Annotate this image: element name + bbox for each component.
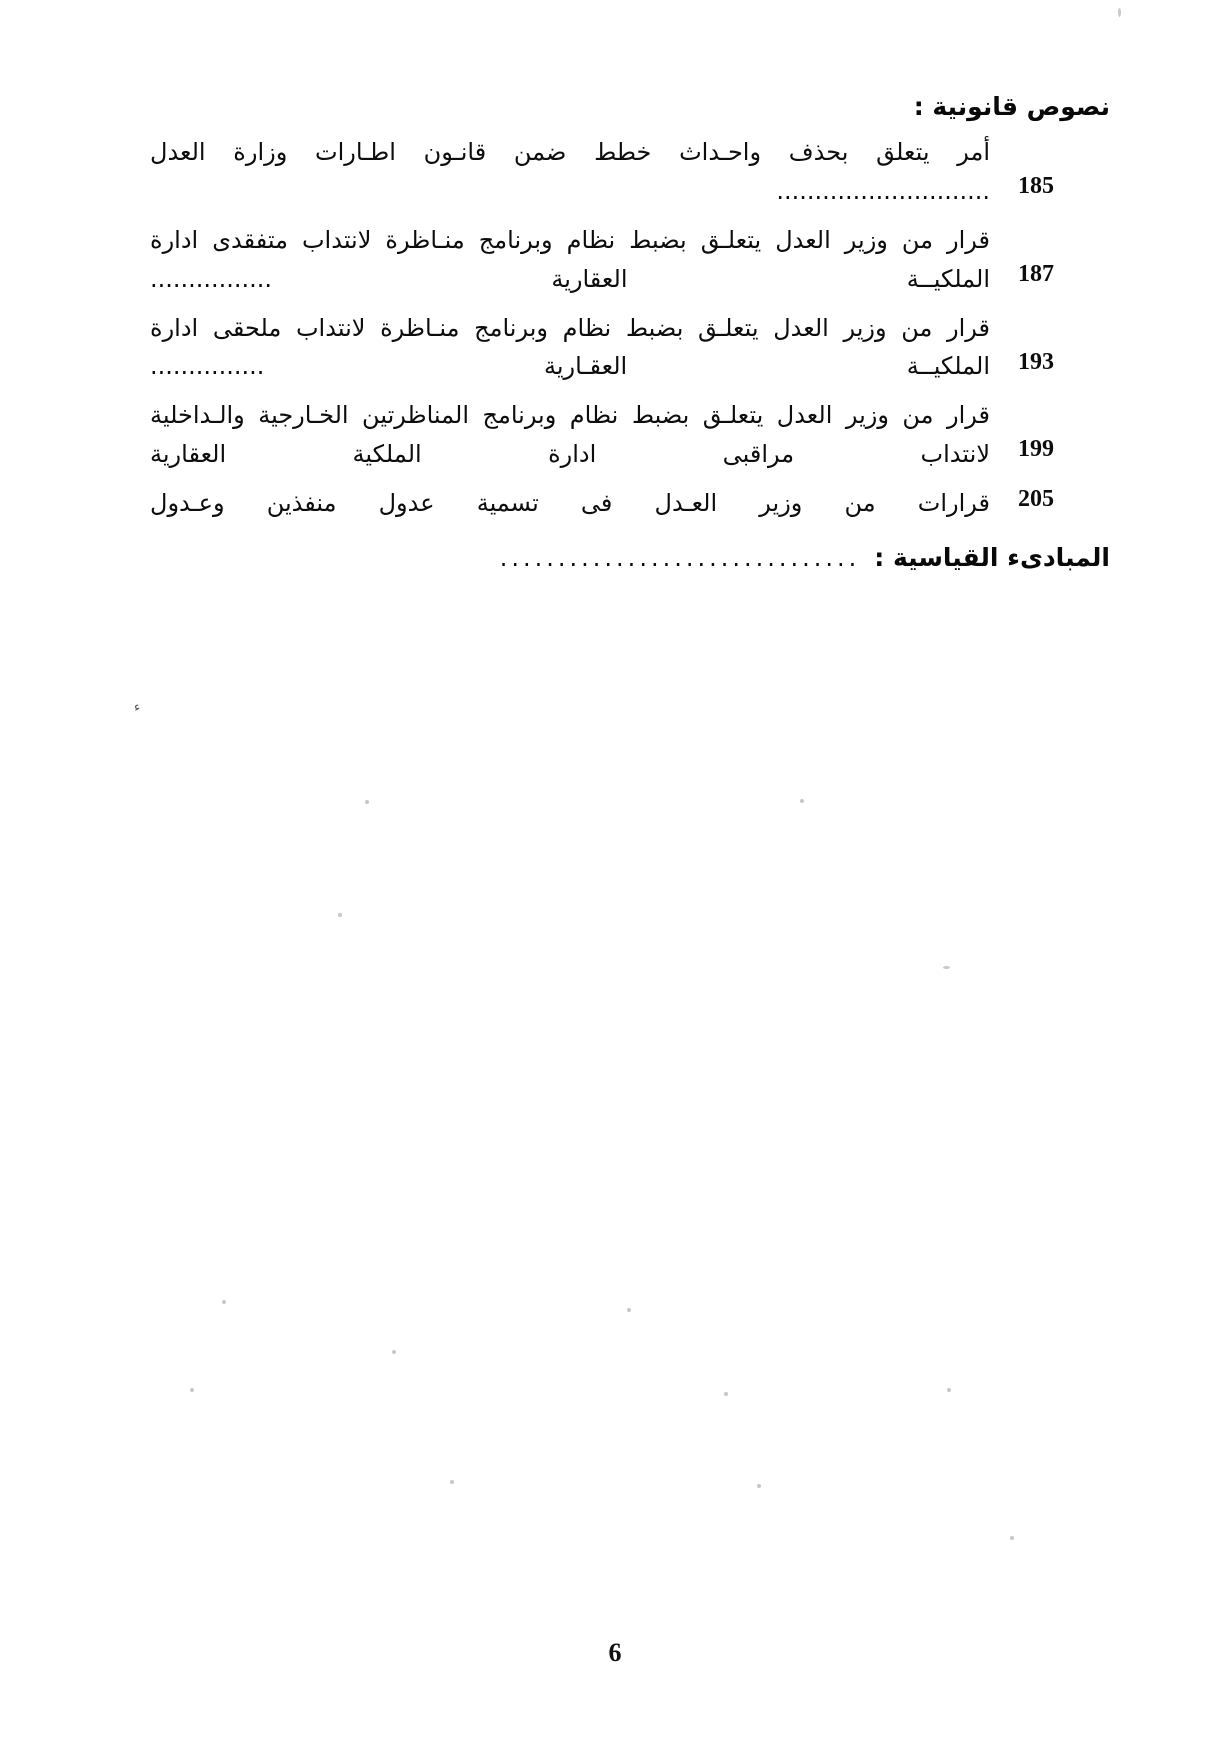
speck: [800, 799, 804, 803]
section-title: نصوص قانونية :: [913, 92, 1110, 121]
toc-entry[interactable]: [150, 484, 1110, 523]
table-of-contents: [150, 92, 1110, 572]
toc-entry[interactable]: [150, 133, 1110, 211]
speck: [943, 966, 950, 969]
toc-entry-label: المبادىء القياسية :: [874, 542, 1110, 572]
speck: [365, 800, 369, 804]
toc-entry-text: قرار من وزير العدل يتعلـق بضبط نظام وبرنامج منـاظرة لانتداب متفقدى ادارة الملكيــة العقارية ................: [150, 225, 990, 293]
toc-entry-text: أمر يتعلق بحذف واحـداث خطط ضمن قانـون اطـارات وزارة العدل ............................: [150, 138, 990, 205]
toc-page-number: 193: [1018, 348, 1054, 375]
toc-entry[interactable]: [150, 309, 1110, 387]
toc-entry-standards[interactable]: [150, 543, 1110, 572]
speck: [190, 1388, 194, 1392]
speck: [1010, 1536, 1014, 1540]
leader-dots: ...............................: [499, 543, 861, 572]
toc-page-number: 205: [1018, 486, 1054, 512]
toc-entry-text: قرار من وزير العدل يتعلـق بضبط نظام وبرنامج المناظرتين الخـارجية والـداخلية لانتداب مراقبى ادارة الملكية العقارية: [150, 401, 990, 469]
speck: [450, 1480, 454, 1484]
speck: [338, 913, 342, 917]
toc-entry-text: قرارات من وزير العـدل فى تسمية عدول منفذين وعـدول: [150, 489, 990, 517]
toc-entry-text: قرار من وزير العدل يتعلـق بضبط نظام وبرنامج منـاظرة لانتداب ملحقى ادارة الملكيــة العقـارية ...............: [150, 313, 990, 381]
speck: [627, 1308, 631, 1312]
toc-entry[interactable]: [150, 396, 1110, 474]
speck: [392, 1350, 396, 1354]
speck: [757, 1484, 761, 1488]
speck: [947, 1388, 951, 1392]
stray-ink-mark: ء: [132, 699, 142, 716]
toc-page-number: 187: [1018, 260, 1054, 287]
toc-page-number: 199: [1018, 436, 1054, 463]
speck: [222, 1300, 226, 1304]
page-number: 6: [608, 1638, 622, 1667]
speck: [724, 1392, 728, 1396]
toc-entry[interactable]: [150, 221, 1110, 299]
speck: [1118, 8, 1121, 17]
toc-page-number: 185: [1018, 173, 1054, 199]
